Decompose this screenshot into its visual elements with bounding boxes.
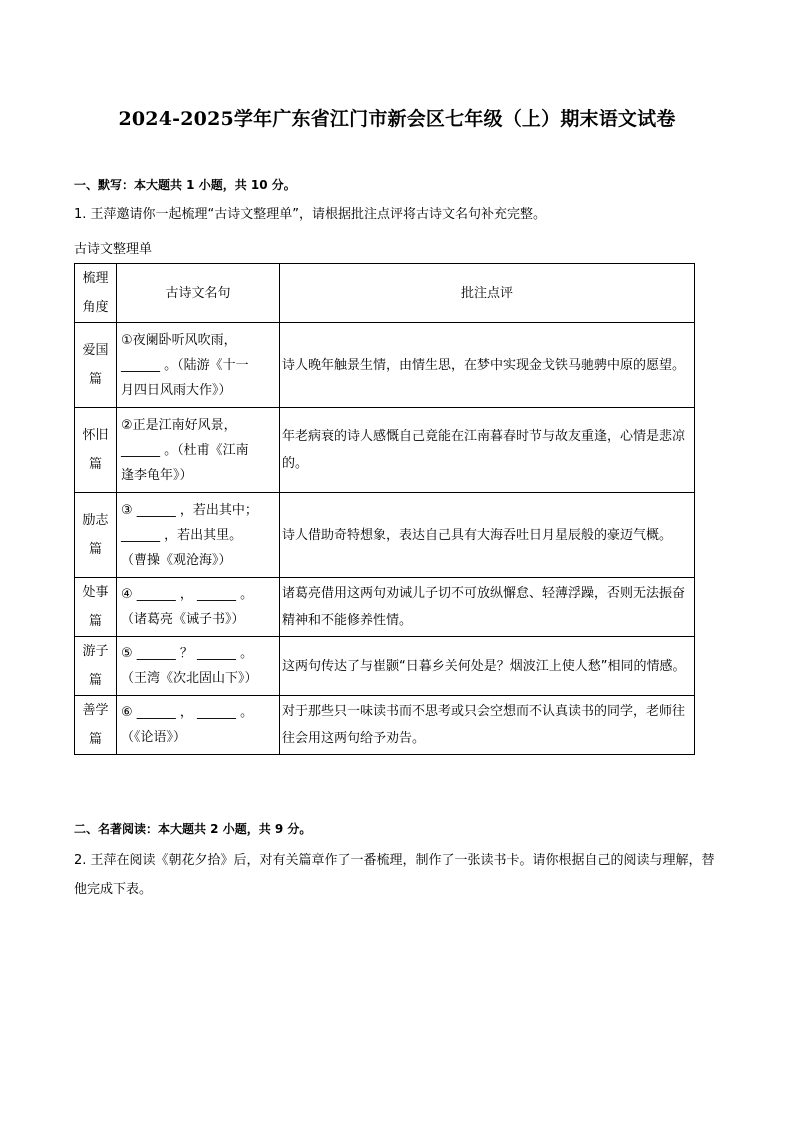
row-angle: 爱国 篇 — [75, 323, 117, 408]
blank-field[interactable]: ______ 。（陆游《十一 — [121, 357, 249, 373]
section-2-heading: 二、名著阅读：本大题共 2 小题，共 9 分。 — [74, 822, 312, 836]
blank-field[interactable]: ⑤ ______ ？ ______ 。 — [121, 646, 254, 661]
table-row — [75, 408, 695, 493]
row-angle: 游子 篇 — [75, 637, 117, 696]
row-angle: 善学 篇 — [75, 696, 117, 755]
blank-field[interactable]: ______ 。（杜甫《江南 — [121, 442, 249, 458]
question-2-text: 2. 王萍在阅读《朝花夕拾》后，对有关篇章作了一番梳理，制作了一张读书卡。请你根据自己的阅读与理解，替他完成下表。 — [74, 853, 715, 897]
blank-field[interactable]: ______ ，若出其里。 — [121, 527, 243, 543]
header-angle: 梳理 角度 — [75, 264, 117, 323]
table-row — [75, 696, 695, 755]
row-poem-lines: ②正是江南好风景， ______ 。（杜甫《江南 逢李龟年》） — [117, 408, 280, 493]
row-poem-lines: ⑤ ______ ？ ______ 。 （王湾《次北固山下》） — [117, 637, 280, 696]
blank-field[interactable]: ⑥ ______ ， ______ 。 — [121, 705, 254, 720]
row-angle: 励志 篇 — [75, 493, 117, 578]
blank-field[interactable]: ④ ______ ， ______ 。 — [121, 587, 254, 602]
table-header-row — [75, 264, 695, 323]
row-comment: 对于那些只一味读书而不思考或只会空想而不认真读书的同学，老师往往会用这两句给予劝告。 — [280, 696, 695, 755]
section-1-heading: 一、默写：本大题共 1 小题，共 10 分。 — [74, 178, 296, 192]
question-1-text: 1. 王萍邀请你一起梳理“古诗文整理单”，请根据批注点评将古诗文名句补充完整。 — [74, 207, 547, 222]
poetry-table — [74, 263, 695, 755]
header-lines: 古诗文名句 — [117, 264, 280, 323]
blank-field[interactable]: ③ ______ ，若出其中； — [121, 502, 258, 518]
row-comment: 这两句传达了与崔颢“日暮乡关何处是？烟波江上使人愁”相同的情感。 — [280, 637, 695, 696]
row-poem-lines: ④ ______ ， ______ 。 （诸葛亮《诫子书》） — [117, 578, 280, 637]
table-row — [75, 578, 695, 637]
row-comment: 诗人晚年触景生情，由情生思，在梦中实现金戈铁马驰骋中原的愿望。 — [280, 323, 695, 408]
table-row — [75, 637, 695, 696]
row-poem-lines: ⑥ ______ ， ______ 。 （《论语》） — [117, 696, 280, 755]
row-poem-lines: ③ ______ ，若出其中； ______ ，若出其里。 （曹操《观沧海》） — [117, 493, 280, 578]
row-angle: 怀旧 篇 — [75, 408, 117, 493]
exam-title: 2024-2025学年广东省江门市新会区七年级（上）期末语文试卷 — [118, 108, 676, 130]
table-row — [75, 493, 695, 578]
row-comment: 诸葛亮借用这两句劝诫儿子切不可放纵懈怠、轻薄浮躁，否则无法振奋精神和不能修养性情。 — [280, 578, 695, 637]
table-caption: 古诗文整理单 — [74, 242, 153, 257]
row-comment: 诗人借助奇特想象，表达自己具有大海吞吐日月星辰般的豪迈气概。 — [280, 493, 695, 578]
row-comment: 年老病衰的诗人感慨自己竟能在江南暮春时节与故友重逢，心情是悲凉的。 — [280, 408, 695, 493]
header-comment: 批注点评 — [280, 264, 695, 323]
table-row — [75, 323, 695, 408]
row-angle: 处事 篇 — [75, 578, 117, 637]
row-poem-lines: ①夜阑卧听风吹雨， ______ 。（陆游《十一 月四日风雨大作》） — [117, 323, 280, 408]
